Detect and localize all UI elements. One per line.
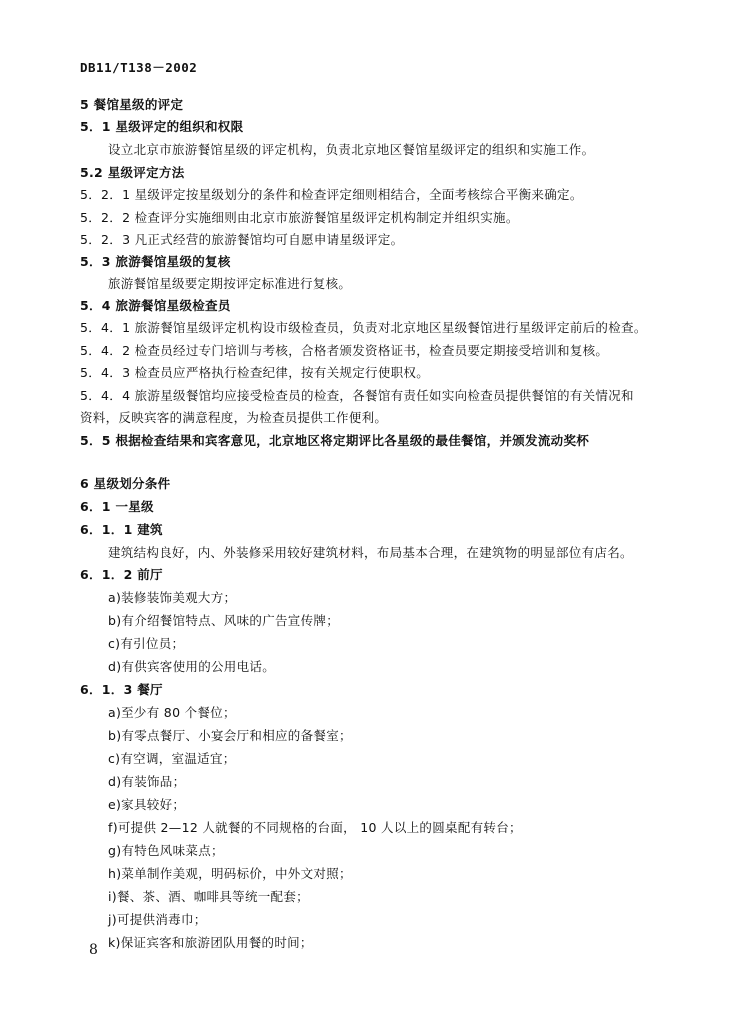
section-heading: 5 餐馆星级的评定 [80, 97, 184, 112]
list-item: h)菜单制作美观，明码标价，中外文对照； [108, 866, 352, 881]
clause: 5．2．1 星级评定按星级划分的条件和检查评定细则相结合，全面考核综合平衡来确定。 [80, 187, 583, 202]
subsection-heading: 6．1．2 前厅 [80, 567, 163, 582]
list-item: a)装修装饰美观大方； [108, 590, 237, 605]
list-item: b)有零点餐厅、小宴会厅和相应的备餐室； [108, 728, 352, 743]
list-item: c)有空调，室温适宜； [108, 751, 236, 766]
subsection-heading: 5．4 旅游餐馆星级检查员 [80, 298, 231, 313]
list-item: k)保证宾客和旅游团队用餐的时间； [108, 935, 313, 950]
list-item: c)有引位员； [108, 636, 185, 651]
clause: 5．4．1 旅游餐馆星级评定机构设市级检查员，负责对北京地区星级餐馆进行星级评定前后的检查。 [80, 320, 647, 335]
subsection-heading: 6．1．1 建筑 [80, 522, 163, 537]
list-item: i)餐、茶、酒、咖啡具等统一配套； [108, 889, 309, 904]
list-item: d)有供宾客使用的公用电话。 [108, 659, 276, 674]
list-item: b)有介绍餐馆特点、风味的广告宣传牌； [108, 613, 340, 628]
list-item: a)至少有 80 个餐位； [108, 705, 236, 720]
subsection-heading: 6．1．3 餐厅 [80, 682, 163, 697]
paragraph: 设立北京市旅游餐馆星级的评定机构，负责北京地区餐馆星级评定的组织和实施工作。 [108, 142, 595, 157]
subsection-heading: 5．3 旅游餐馆星级的复核 [80, 254, 231, 269]
subsection-heading: 5．5 根据检查结果和宾客意见，北京地区将定期评比各星级的最佳餐馆，并颁发流动奖杯 [80, 433, 590, 448]
clause: 5．4．3 检查员应严格执行检查纪律，按有关规定行使职权。 [80, 365, 430, 380]
clause: 5．2．3 凡正式经营的旅游餐馆均可自愿申请星级评定。 [80, 232, 404, 247]
list-item: f)可提供 2—12 人就餐的不同规格的台面， 10 人以上的圆桌配有转台； [108, 820, 522, 835]
page-number: 8 [89, 942, 98, 958]
document-code: DB11/T138－2002 [80, 60, 198, 75]
list-item: g)有特色风味菜点； [108, 843, 224, 858]
list-item: d)有装饰品； [108, 774, 186, 789]
subsection-heading: 6．1 一星级 [80, 499, 154, 514]
clause: 5．4．4 旅游星级餐馆均应接受检查员的检查，各餐馆有责任如实向检查员提供餐馆的有关情况和 [80, 388, 634, 403]
subsection-heading: 5.2 星级评定方法 [80, 165, 185, 180]
list-item: j)可提供消毒巾； [108, 912, 207, 927]
paragraph: 旅游餐馆星级要定期按评定标准进行复核。 [108, 276, 352, 291]
clause-continuation: 资料，反映宾客的满意程度，为检查员提供工作便利。 [80, 410, 388, 425]
section-heading: 6 星级划分条件 [80, 476, 171, 491]
subsection-heading: 5．1 星级评定的组织和权限 [80, 119, 244, 134]
list-item: e)家具较好； [108, 797, 186, 812]
paragraph: 建筑结构良好，内、外装修采用较好建筑材料，布局基本合理，在建筑物的明显部位有店名。 [108, 545, 633, 560]
clause: 5．4．2 检查员经过专门培训与考核，合格者颁发资格证书，检查员要定期接受培训和复核。 [80, 343, 609, 358]
clause: 5．2．2 检查评分实施细则由北京市旅游餐馆星级评定机构制定并组织实施。 [80, 210, 519, 225]
